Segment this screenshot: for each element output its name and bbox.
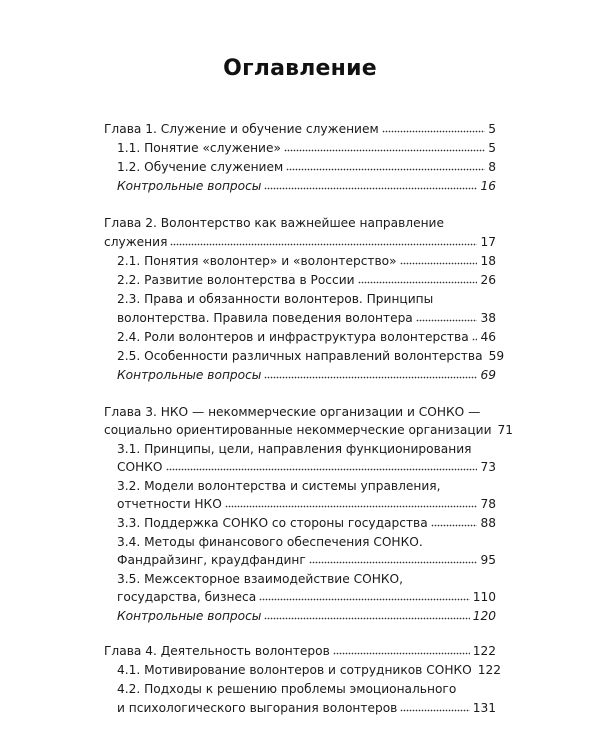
toc-entry-chapter-3-line1[interactable]: Глава 3. НКО — некоммерческие организации и СОНКО — bbox=[104, 405, 481, 419]
toc-entry-questions-3[interactable] bbox=[117, 607, 496, 626]
dot-leader bbox=[264, 187, 477, 192]
toc-entry-chapter-4[interactable] bbox=[104, 642, 496, 661]
toc-entry-chapter-1[interactable] bbox=[104, 120, 496, 139]
dot-leader bbox=[400, 262, 478, 267]
page-number: 78 bbox=[480, 497, 496, 511]
page-number: 71 bbox=[497, 423, 514, 437]
dot-leader bbox=[416, 319, 478, 324]
toc-entry-2-3-line1[interactable]: 2.3. Права и обязанности волонтеров. Принципы bbox=[117, 292, 434, 306]
dot-leader bbox=[431, 524, 478, 529]
dot-leader bbox=[259, 598, 470, 603]
entry-text: 4.1. Мотивирование волонтеров и сотрудников СОНКО bbox=[117, 663, 472, 677]
page-number: 110 bbox=[472, 590, 496, 604]
page-number: 122 bbox=[477, 663, 502, 677]
dot-leader bbox=[333, 652, 470, 657]
toc-entry-1-1[interactable] bbox=[117, 139, 496, 158]
toc-entry-3-2-line1[interactable]: 3.2. Модели волонтерства и системы управления, bbox=[117, 479, 441, 493]
toc-entry-3-3[interactable] bbox=[117, 514, 496, 533]
entry-text: и психологического выгорания волонтеров bbox=[117, 701, 398, 715]
toc-entry-3-5[interactable] bbox=[117, 588, 496, 607]
page-number: 16 bbox=[480, 179, 496, 193]
toc-entry-4-2[interactable] bbox=[117, 699, 496, 718]
entry-text: 2.5. Особенности различных направлений волонтерства bbox=[117, 349, 483, 363]
page-number: 26 bbox=[480, 273, 496, 287]
page-number: 120 bbox=[472, 609, 496, 623]
page-number: 73 bbox=[480, 460, 496, 474]
entry-text: Глава 1. Служение и обучение служением bbox=[104, 122, 379, 136]
entry-text: СОНКО bbox=[117, 460, 163, 474]
toc-entry-chapter-2-line1[interactable]: Глава 2. Волонтерство как важнейшее направление bbox=[104, 216, 444, 230]
toc-entry-4-1[interactable] bbox=[117, 661, 502, 680]
toc-entry-questions-2[interactable] bbox=[117, 366, 496, 385]
page-number: 38 bbox=[480, 311, 496, 325]
entry-text: 1.1. Понятие «служение» bbox=[117, 141, 281, 155]
toc-entry-3-4[interactable] bbox=[117, 551, 496, 570]
toc-entry-2-1[interactable] bbox=[117, 252, 496, 271]
entry-text: отчетности НКО bbox=[117, 497, 222, 511]
page-number: 5 bbox=[488, 122, 496, 136]
toc-entry-3-2[interactable] bbox=[117, 495, 496, 514]
dot-leader bbox=[284, 149, 485, 154]
dot-leader bbox=[264, 376, 477, 381]
dot-leader bbox=[264, 617, 469, 622]
page-number: 88 bbox=[480, 516, 496, 530]
page-number: 95 bbox=[480, 553, 496, 567]
page-number: 8 bbox=[488, 160, 496, 174]
page-number: 5 bbox=[488, 141, 496, 155]
dot-leader bbox=[166, 468, 478, 473]
toc-entry-chapter-2[interactable] bbox=[104, 233, 496, 252]
toc-entry-questions-1[interactable] bbox=[117, 177, 496, 196]
dot-leader bbox=[382, 130, 486, 135]
page-number: 18 bbox=[480, 254, 496, 268]
dot-leader bbox=[225, 505, 478, 510]
page-number: 17 bbox=[480, 235, 496, 249]
entry-text: 1.2. Обучение служением bbox=[117, 160, 284, 174]
entry-text: Контрольные вопросы bbox=[117, 368, 262, 382]
entry-text: 2.1. Понятия «волонтер» и «волонтерство» bbox=[117, 254, 397, 268]
toc-entry-2-3[interactable] bbox=[117, 309, 496, 328]
page-number: 131 bbox=[472, 701, 496, 715]
page-number: 59 bbox=[488, 349, 505, 363]
toc-entry-2-4[interactable] bbox=[117, 328, 496, 347]
page-number: 69 bbox=[480, 368, 496, 382]
entry-text: 3.3. Поддержка СОНКО со стороны государства bbox=[117, 516, 428, 530]
entry-text: Фандрайзинг, краудфандинг bbox=[117, 553, 306, 567]
toc-entry-4-2-line1[interactable]: 4.2. Подходы к решению проблемы эмоционального bbox=[117, 682, 457, 696]
entry-text: 2.2. Развитие волонтерства в России bbox=[117, 273, 355, 287]
toc-entry-2-2[interactable] bbox=[117, 271, 496, 290]
page-number: 46 bbox=[480, 330, 496, 344]
entry-text: волонтерства. Правила поведения волонтера bbox=[117, 311, 413, 325]
toc-entry-3-5-line1[interactable]: 3.5. Межсекторное взаимодействие СОНКО, bbox=[117, 572, 403, 586]
dot-leader bbox=[358, 281, 478, 286]
entry-text: государства, бизнеса bbox=[117, 590, 257, 604]
dot-leader bbox=[400, 709, 469, 714]
page-title: Оглавление bbox=[223, 56, 377, 81]
toc-entry-2-5[interactable] bbox=[117, 347, 505, 366]
toc-entry-1-2[interactable] bbox=[117, 158, 496, 177]
dot-leader bbox=[170, 243, 477, 248]
entry-text: Контрольные вопросы bbox=[117, 179, 262, 193]
toc-entry-chapter-3[interactable] bbox=[104, 421, 514, 440]
entry-text: Глава 4. Деятельность волонтеров bbox=[104, 644, 330, 658]
toc-entry-3-1-line1[interactable]: 3.1. Принципы, цели, направления функционирования bbox=[117, 442, 472, 456]
dot-leader bbox=[472, 338, 478, 343]
toc-entry-3-4-line1[interactable]: 3.4. Методы финансового обеспечения СОНКО. bbox=[117, 535, 423, 549]
dot-leader bbox=[309, 561, 478, 566]
entry-text: социально ориентированные некоммерческие организации bbox=[104, 423, 492, 437]
page-number: 122 bbox=[472, 644, 496, 658]
entry-text: Контрольные вопросы bbox=[117, 609, 262, 623]
entry-text: служения bbox=[104, 235, 168, 249]
entry-text: 2.4. Роли волонтеров и инфраструктура волонтерства bbox=[117, 330, 469, 344]
dot-leader bbox=[286, 168, 485, 173]
toc-entry-3-1[interactable] bbox=[117, 458, 496, 477]
